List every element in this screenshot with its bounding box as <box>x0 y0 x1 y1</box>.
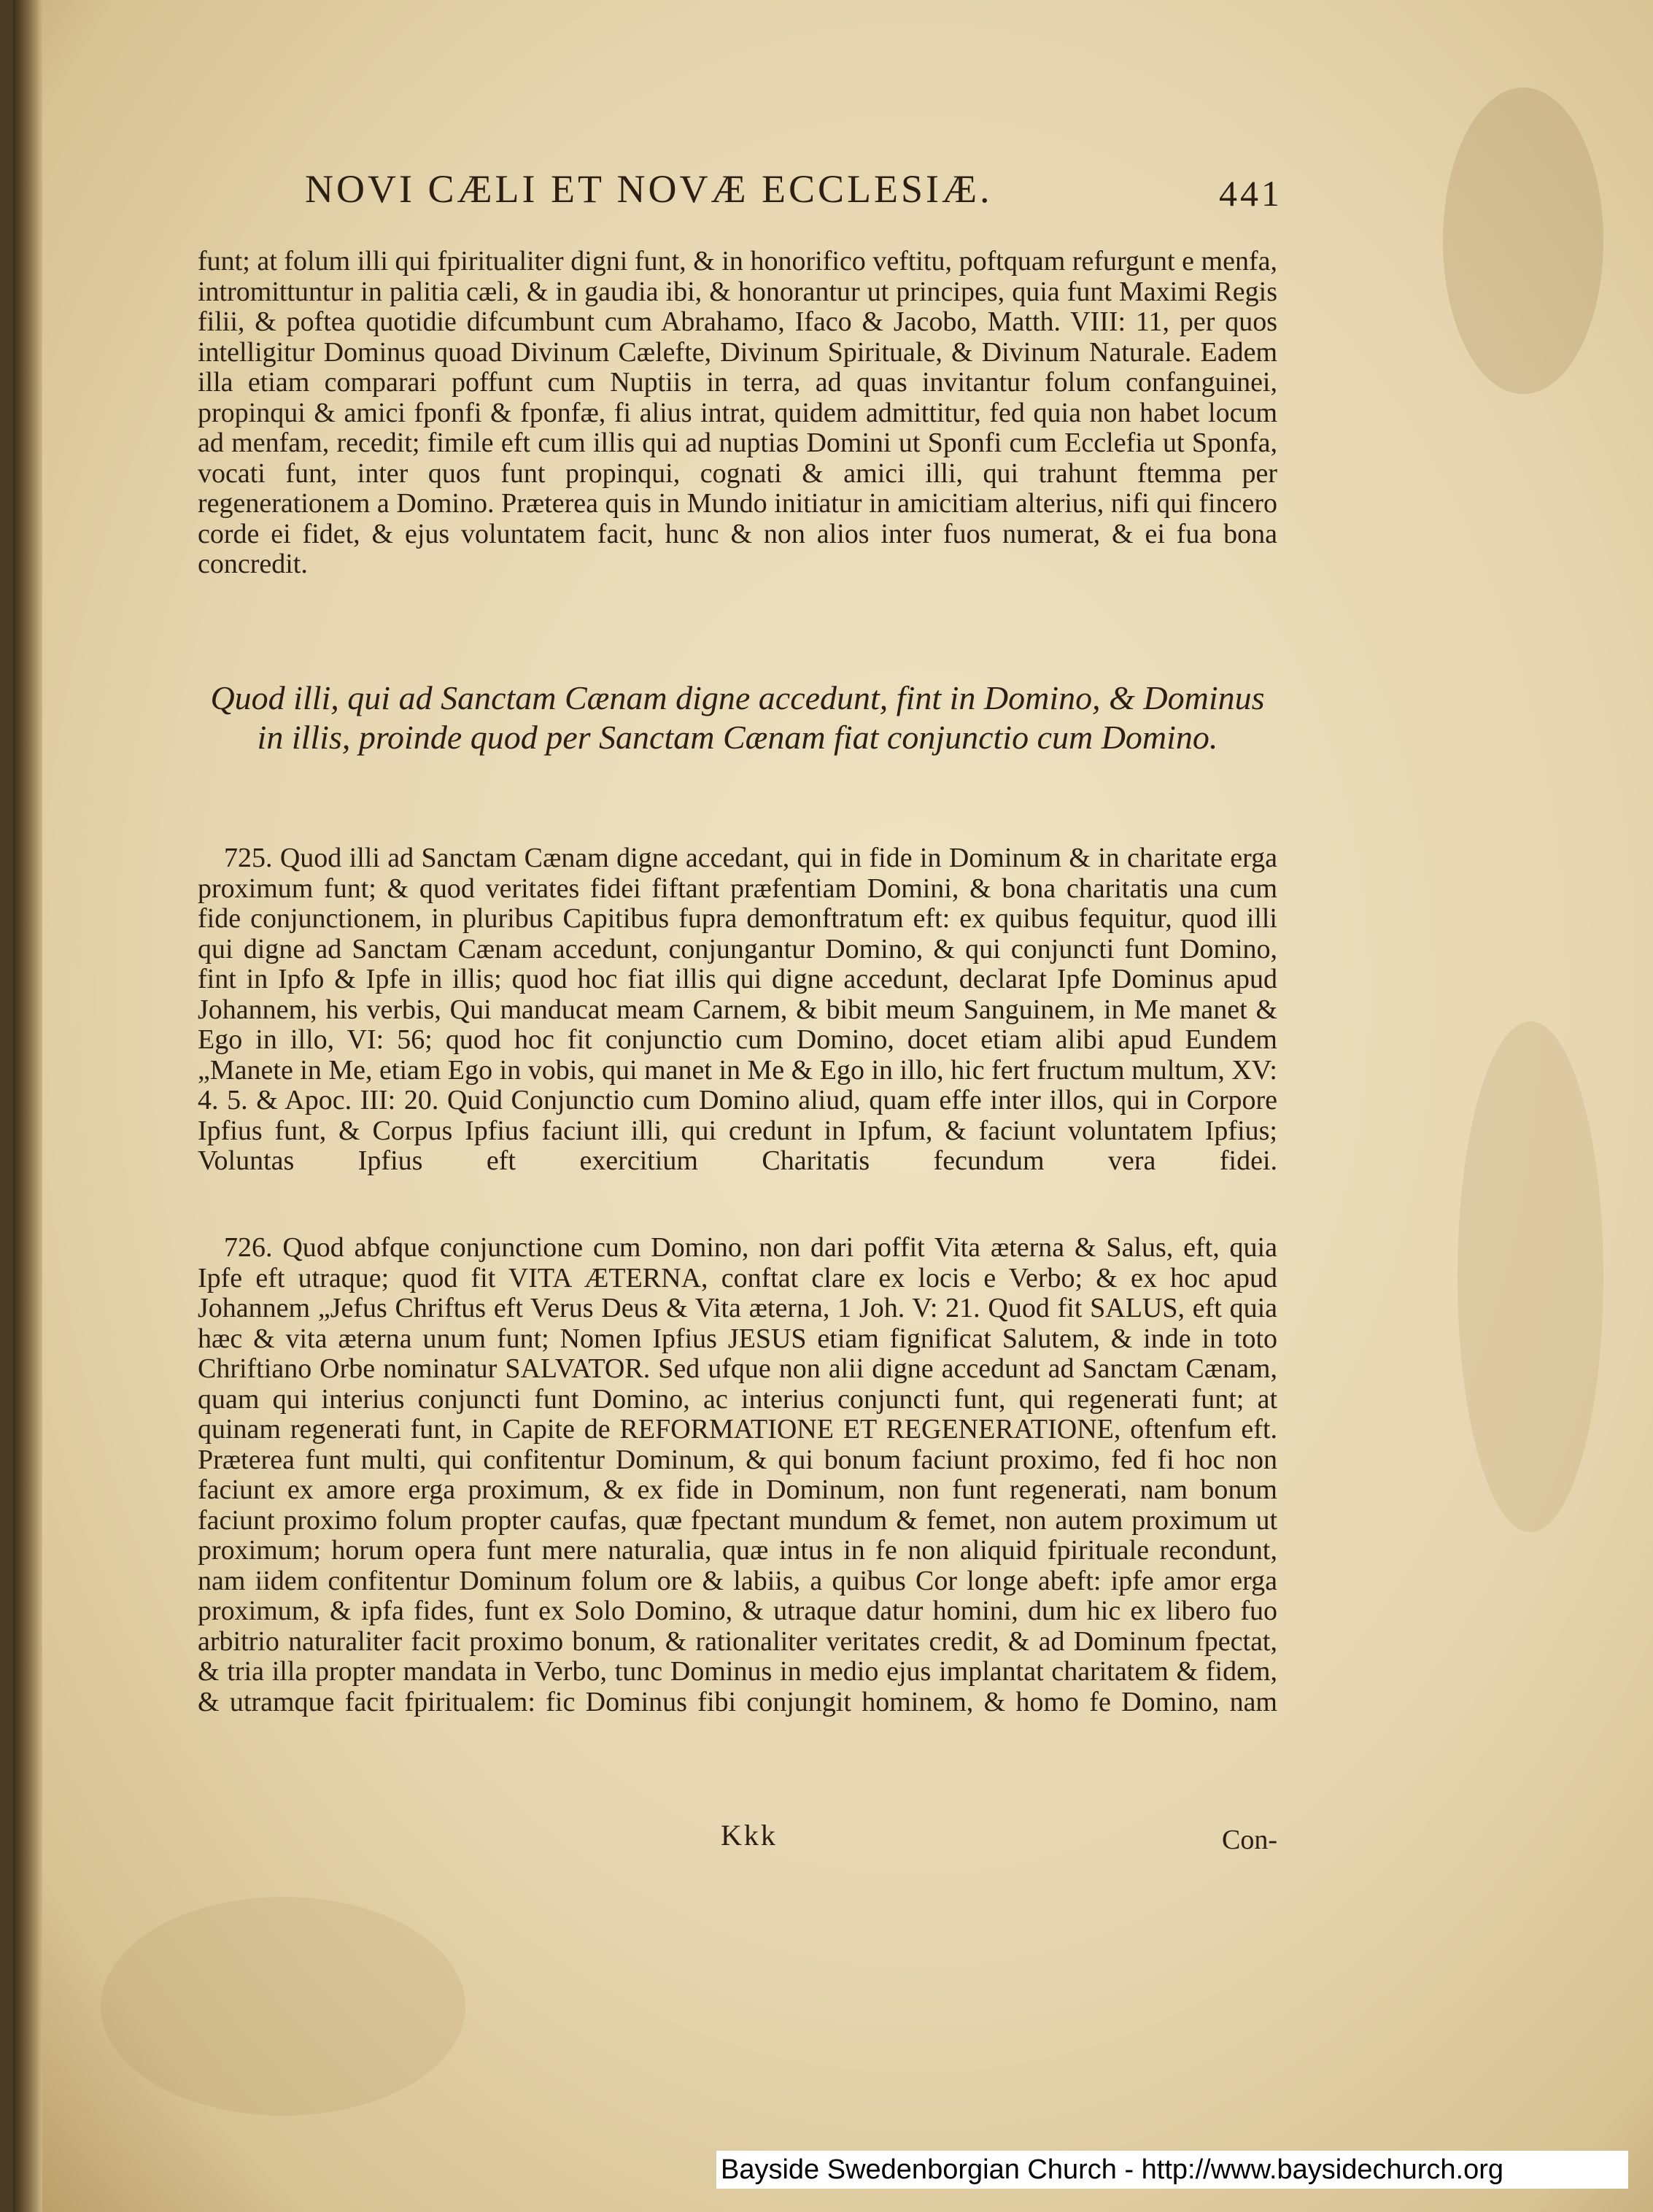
watermark-footer: Bayside Swedenborgian Church - http://www.baysidechurch.org <box>716 2151 1628 2189</box>
paper-stain <box>1457 1021 1603 1532</box>
signature-mark: Kkk <box>721 1819 778 1852</box>
catchword: Con- <box>1222 1825 1277 1855</box>
section-heading: Quod illi, qui ad Sanctam Cænam digne accedunt, fint in Domino, & Dominus in illis, proinde quod per Sanctam Cænam fiat conjunctio cum Domino. <box>210 679 1265 756</box>
book-page <box>13 0 1653 2212</box>
paragraph-continuation: funt; at folum illi qui fpiritualiter digni funt, & in honorifico veftitu, poftquam refurgunt e menfa, intromittuntur in palitia cæli, & in gaudia ibi, & honorantur ut principes, quia funt Maximi Regis filii, & poftea quotidie difcumbunt cum Abrahamo, Ifaco & Jacobo, Matth. VIII: 11, per quos intelligitur Dominus quoad Divinum Cælefte, Divinum Spirituale, & Divinum Naturale. Eadem illa etiam comparari poffunt cum Nuptiis in terra, ad quas invitantur folum confanguinei, propinqui & amici fponfi & fponfæ, fi alius intrat, quidem admittitur, fed quia non habet locum ad menfam, recedit; fimile eft cum illis qui ad nuptias Domini ut Sponfi cum Ecclefia ut Sponfa, vocati funt, inter quos funt propinqui, cognati & amici illi, qui trahunt ftemma per regenerationem a Domino. Præterea quis in Mundo initiatur in amicitiam alterius, nifi qui fincero corde ei fidet, & ejus voluntatem facit, hunc & non alios inter fuos numerat, & ei fua bona concredit. <box>198 246 1277 579</box>
page-number: 441 <box>1219 173 1282 214</box>
paragraph-725: 725. Quod illi ad Sanctam Cænam digne accedant, qui in fide in Dominum & in charitate erga proximum funt; & quod veritates fidei fiftant præfentiam Domini, & bona charitatis una cum fide conjunctionem, in pluribus Capitibus fupra demonftratum eft: ex quibus fequitur, quod illi qui digne ad Sanctam Cænam accedunt, conjungantur Domino, & qui conjuncti funt Domino, fint in Ipfo & Ipfe in illis; quod hoc fiat illis qui digne accedunt, declarat Ipfe Dominus apud Johannem, his verbis, Qui manducat meam Carnem, & bibit meum Sanguinem, in Me manet & Ego in illo, VI: 56; quod hoc fit conjunctio cum Domino, docet etiam alibi apud Eundem „Manete in Me, etiam Ego in vobis, qui manet in Me & Ego in illo, hic fert fructum multum, XV: 4. 5. & Apoc. III: 20. Quid Conjunctio cum Domino aliud, quam effe inter illos, qui in Corpore Ipfius funt, & Corpus Ipfius faciunt illi, qui credunt in Ipfum, & faciunt voluntatem Ipfius; Voluntas Ipfius eft exercitium Charitatis fecundum vera fidei. <box>198 843 1277 1176</box>
paragraph-726: 726. Quod abfque conjunctione cum Domino, non dari poffit Vita æterna & Salus, eft, quia Ipfe eft utraque; quod fit VITA ÆTERNA, conftat clare ex locis e Verbo; & ex hoc apud Johannem „Jefus Chriftus eft Verus Deus & Vita æterna, 1 Joh. V: 21. Quod fit SALUS, eft quia hæc & vita æterna unum funt; Nomen Ipfius JESUS etiam fignificat Salutem, & inde in toto Chriftiano Orbe nominatur SALVATOR. Sed ufque non alii digne accedunt ad Sanctam Cænam, quam qui interius conjuncti funt Domino, ac interius conjuncti funt, qui regenerati funt; at quinam regenerati funt, in Capite de REFORMATIONE ET REGENERATIONE, oftenfum eft. Præterea funt multi, qui confitentur Dominum, & qui bonum faciunt proximo, fed fi hoc non faciunt ex amore erga proximum, & ex fide in Dominum, non funt regenerati, nam bonum faciunt proximo folum propter caufas, quæ fpectant mundum & femet, non autem proximum ut proximum; horum opera funt mere naturalia, quæ intus in fe non aliquid fpirituale recondunt, nam iidem confitentur Dominum folum ore & labiis, a quibus Cor longe abeft: ipfe amor erga proximum, & ipfa fides, funt ex Solo Domino, & utraque datur homini, dum hic ex libero fuo arbitrio naturaliter facit proximo bonum, & rationaliter veritates credit, & ad Dominum fpectat, & tria illa propter mandata in Verbo, tunc Dominus in medio ejus implantat charitatem & fidem, & utramque facit fpiritualem: fic Dominus fibi conjungit hominem, & homo fe Domino, nam <box>198 1232 1277 1717</box>
page-header <box>305 166 1282 225</box>
paper-stain <box>1443 88 1603 394</box>
running-title: NOVI CÆLI ET NOVÆ ECCLESIÆ. <box>305 167 993 211</box>
page-gutter <box>13 0 42 2212</box>
paper-stain <box>101 1897 465 2116</box>
